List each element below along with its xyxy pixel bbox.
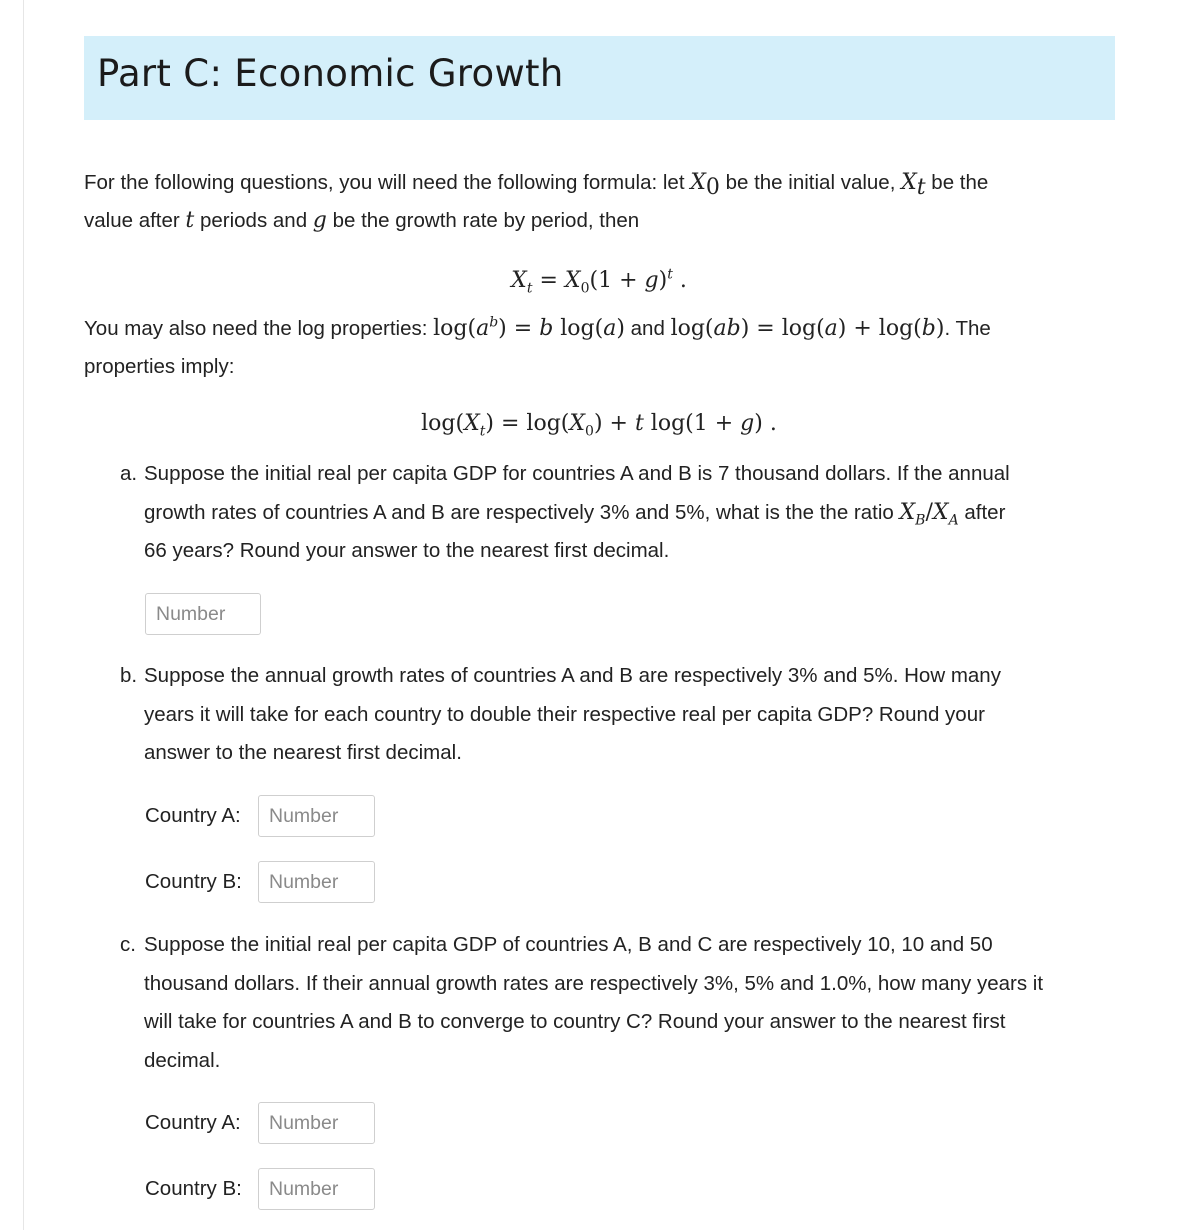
log-properties-line-2: properties imply: — [84, 355, 235, 378]
left-border — [23, 0, 24, 1230]
question-b-country-b-input[interactable] — [258, 861, 375, 903]
question-c-country-b-input[interactable] — [258, 1168, 375, 1210]
question-b-line-2: years it will take for each country to double their respective real per capita GDP? Round your — [144, 702, 985, 726]
question-c-country-b-label: Country B: — [145, 1177, 242, 1200]
question-c-line-1: Suppose the initial real per capita GDP of countries A, B and C are respectively 10, 10 and 50 — [144, 933, 993, 956]
question-c-line-3: will take for countries A and B to converge to country C? Round your answer to the nearest first — [144, 1010, 1006, 1033]
question-a-line-2: growth rates of countries A and B are respectively 3% and 5%, what is the the ratio $X_B/X_A$ after — [144, 499, 1006, 528]
question-a — [120, 455, 1110, 571]
log-properties-line-1: You may also need the log properties: $\log(a^b) = b$ log(a) and log(ab) = log(a) + log(b). The — [84, 314, 991, 341]
section-header — [84, 36, 1115, 120]
log-properties-paragraph — [84, 310, 1114, 386]
log-growth-formula: $\log(X_t) = \log(X_0) + t$ log(1 + g) . — [421, 411, 777, 440]
question-b-label: b. — [120, 664, 138, 687]
question-b-country-a-input[interactable] — [258, 795, 375, 837]
question-c — [120, 926, 1110, 1080]
question-c-line-4: decimal. — [144, 1048, 221, 1072]
question-b-country-a-label: Country A: — [145, 804, 241, 827]
growth-formula: $X_t = X_0(1 + g)^t$ . — [511, 266, 687, 297]
question-a-line-1: Suppose the initial real per capita GDP for countries A and B is 7 thousand dollars. If the annual — [144, 462, 1010, 485]
page-title: Part C: Economic Growth — [97, 52, 564, 95]
question-a-answer-input[interactable] — [145, 593, 261, 635]
question-a-label: a. — [120, 462, 138, 485]
question-b-line-3: answer to the nearest first decimal. — [144, 741, 462, 764]
question-b-line-1: Suppose the annual growth rates of countries A and B are respectively 3% and 5%. How many — [144, 664, 1001, 687]
question-b — [120, 657, 1110, 773]
intro-line-1: For the following questions, you will need the following formula: let $X_0$ be the initial value, $X_t$ be the — [84, 170, 989, 201]
intro-line-2: value after t periods and g be the growth rate by period, then — [84, 208, 640, 233]
question-c-label: c. — [120, 933, 136, 956]
question-c-line-2: thousand dollars. If their annual growth rates are respectively 3%, 5% and 1.0%, how many years it — [144, 971, 1044, 995]
question-a-line-3: 66 years? Round your answer to the nearest first decimal. — [144, 539, 670, 562]
question-b-country-b-label: Country B: — [145, 870, 242, 893]
question-c-country-a-input[interactable] — [258, 1102, 375, 1144]
question-c-country-a-label: Country A: — [145, 1111, 241, 1134]
intro-paragraph — [84, 164, 1114, 240]
